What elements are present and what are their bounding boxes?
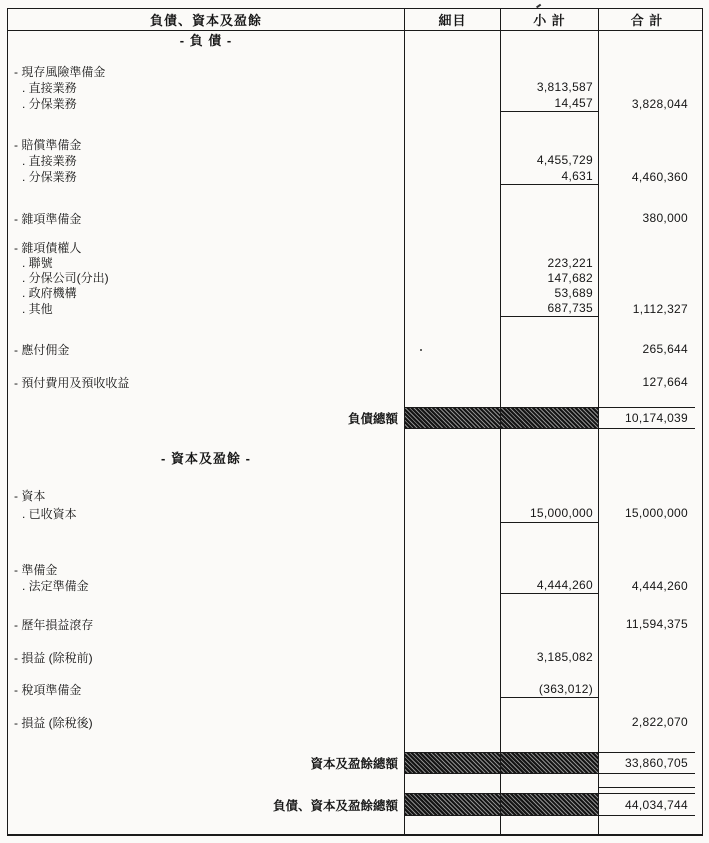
total-cell: [598, 63, 695, 79]
subtotal-cell: [500, 487, 598, 503]
total-cell: [598, 730, 695, 752]
table-row: [8, 239, 702, 255]
spacer-row: [8, 390, 702, 407]
detail-cell: [404, 136, 500, 152]
label-cell: [8, 523, 404, 561]
total-cell: [598, 317, 695, 341]
label-cell: [8, 594, 404, 616]
scan-speck: [420, 349, 422, 351]
total-cell: [598, 112, 695, 136]
spacer-row: [8, 816, 702, 834]
detail-cell: [404, 95, 500, 112]
total-cell: [598, 390, 695, 407]
column-header-detail: 細目: [404, 9, 500, 30]
detail-cell: [404, 632, 500, 649]
table-row: [8, 714, 702, 730]
detail-cell: [404, 210, 500, 226]
total-cell: [598, 465, 695, 487]
total-row: [8, 793, 702, 816]
total-cell: 380,000: [598, 210, 695, 226]
total-cell: 1,112,327: [598, 300, 695, 317]
subtotal-cell: [500, 390, 598, 407]
label-cell: 負債、資本及盈餘總額: [272, 798, 398, 813]
total-cell: [598, 523, 695, 561]
subtotal-cell: [500, 594, 598, 616]
detail-cell: [404, 698, 500, 714]
subtotal-cell: [500, 449, 598, 465]
spacer-row: [8, 429, 702, 449]
total-cell: [598, 185, 695, 210]
table-row: [8, 577, 702, 594]
subtotal-cell: [500, 239, 598, 255]
label-cell: - 雜項債權人: [14, 240, 82, 255]
detail-cell: [404, 714, 500, 730]
label-cell: - 資本及盈餘 -: [161, 450, 251, 465]
detail-cell: [404, 774, 500, 788]
column-header-subtotal: 小 計: [500, 9, 598, 30]
label-cell: - 準備金: [14, 562, 58, 577]
table-row: [8, 255, 702, 270]
total-cell: [598, 79, 695, 95]
label-cell: . 法定準備金: [22, 579, 89, 593]
total-cell: [598, 449, 695, 465]
spacer-row: [8, 226, 702, 239]
subtotal-cell: [500, 714, 598, 730]
label-cell: . 其他: [22, 302, 53, 316]
detail-cell: [404, 487, 500, 503]
table-header-row: [8, 9, 702, 31]
subtotal-cell: [500, 698, 598, 714]
spacer-row: [8, 465, 702, 487]
subtotal-cell: 687,735: [500, 300, 598, 317]
spacer-row: [8, 112, 702, 136]
label-cell: [8, 632, 404, 649]
subtotal-cell: [500, 561, 598, 577]
detail-cell: [404, 226, 500, 239]
detail-cell: [404, 300, 500, 317]
detail-cell: [404, 594, 500, 616]
total-cell: [598, 136, 695, 152]
subtotal-cell: [500, 210, 598, 226]
detail-cell: [404, 752, 500, 774]
detail-cell: [404, 168, 500, 185]
label-cell: . 政府機構: [22, 286, 77, 300]
table-body: [8, 31, 702, 834]
subtotal-cell: 3,813,587: [500, 79, 598, 95]
total-cell: 10,174,039: [598, 407, 695, 429]
detail-cell: [404, 523, 500, 561]
total-cell: [598, 681, 695, 698]
total-cell: [598, 487, 695, 503]
label-cell: - 資本: [14, 488, 46, 503]
label-cell: . 分保業務: [22, 97, 77, 111]
subtotal-cell: [500, 752, 598, 774]
subtotal-cell: [500, 185, 598, 210]
label-cell: [8, 390, 404, 407]
detail-cell: [404, 616, 500, 632]
total-cell: [598, 429, 695, 449]
section-header-row: [8, 31, 702, 47]
detail-cell: [404, 317, 500, 341]
total-cell: 3,828,044: [598, 95, 695, 112]
detail-cell: [404, 47, 500, 63]
detail-cell: [404, 503, 500, 523]
table-row: [8, 152, 702, 168]
subtotal-cell: [500, 226, 598, 239]
detail-cell: [404, 185, 500, 210]
spacer-row: [8, 185, 702, 210]
label-cell: - 損益 (除稅後): [14, 715, 93, 730]
label-cell: [8, 112, 404, 136]
detail-cell: [404, 681, 500, 698]
gap-row: [8, 774, 702, 788]
subtotal-cell: [500, 816, 598, 834]
detail-cell: [404, 31, 500, 47]
label-cell: 負債總額: [347, 412, 398, 426]
label-cell: - 雜項準備金: [14, 211, 82, 226]
label-cell: [8, 774, 404, 788]
spacer-row: [8, 523, 702, 561]
total-cell: [598, 698, 695, 714]
detail-cell: [404, 665, 500, 681]
label-cell: [8, 816, 404, 834]
subtotal-cell: [500, 429, 598, 449]
total-cell: [598, 285, 695, 300]
detail-cell: [404, 79, 500, 95]
total-cell: [598, 665, 695, 681]
total-cell: 4,460,360: [598, 168, 695, 185]
total-cell: [598, 632, 695, 649]
subtotal-cell: [500, 465, 598, 487]
total-cell: 2,822,070: [598, 714, 695, 730]
total-row: [8, 752, 702, 774]
detail-cell: [404, 390, 500, 407]
section-header-row: [8, 449, 702, 465]
label-cell: [8, 730, 404, 752]
total-cell: [598, 649, 695, 665]
detail-cell: [404, 465, 500, 487]
table-row: [8, 341, 702, 357]
spacer-row: [8, 594, 702, 616]
detail-cell: [404, 561, 500, 577]
subtotal-cell: 15,000,000: [500, 503, 598, 523]
total-cell: [598, 255, 695, 270]
total-cell: 33,860,705: [598, 752, 695, 774]
subtotal-cell: [500, 317, 598, 341]
subtotal-cell: (363,012): [500, 681, 598, 698]
detail-cell: [404, 285, 500, 300]
subtotal-cell: [500, 374, 598, 390]
label-cell: [8, 665, 404, 681]
subtotal-cell: [500, 63, 598, 79]
detail-cell: [404, 152, 500, 168]
label-cell: - 應付佣金: [14, 342, 70, 357]
subtotal-cell: [500, 774, 598, 788]
label-cell: . 已收資本: [22, 506, 77, 521]
total-row: [8, 407, 702, 429]
total-cell: [598, 270, 695, 285]
subtotal-cell: [500, 47, 598, 63]
subtotal-cell: 147,682: [500, 270, 598, 285]
table-row: [8, 210, 702, 226]
total-cell: [598, 47, 695, 63]
total-cell: [598, 561, 695, 577]
detail-cell: [404, 449, 500, 465]
total-cell: 15,000,000: [598, 503, 695, 523]
subtotal-cell: [500, 632, 598, 649]
spacer-row: [8, 632, 702, 649]
subtotal-cell: 4,444,260: [500, 577, 598, 594]
detail-cell: [404, 270, 500, 285]
label-cell: [8, 698, 404, 714]
subtotal-cell: [500, 665, 598, 681]
total-cell: 44,034,744: [598, 793, 695, 816]
subtotal-cell: [500, 31, 598, 47]
detail-cell: [404, 357, 500, 374]
balance-sheet-table: [7, 8, 703, 836]
subtotal-cell: [500, 793, 598, 816]
label-cell: - 現存風險準備金: [14, 64, 106, 79]
subtotal-cell: [500, 523, 598, 561]
table-row: [8, 136, 702, 152]
label-cell: [8, 465, 404, 487]
total-cell: 11,594,375: [598, 616, 695, 632]
label-cell: . 直接業務: [22, 80, 77, 95]
detail-cell: [404, 341, 500, 357]
label-cell: [8, 47, 404, 63]
table-row: [8, 285, 702, 300]
table-row: [8, 503, 702, 523]
spacer-row: [8, 317, 702, 341]
spacer-row: [8, 357, 702, 374]
subtotal-cell: 53,689: [500, 285, 598, 300]
detail-cell: [404, 255, 500, 270]
label-cell: - 稅項準備金: [14, 683, 82, 697]
label-cell: - 損益 (除稅前): [14, 650, 93, 665]
table-row: [8, 487, 702, 503]
total-cell: [598, 594, 695, 616]
spacer-row: [8, 665, 702, 681]
detail-cell: [404, 577, 500, 594]
subtotal-cell: [500, 112, 598, 136]
table-row: [8, 63, 702, 79]
subtotal-cell: 14,457: [500, 95, 598, 112]
spacer-row: [8, 698, 702, 714]
total-cell: 127,664: [598, 374, 695, 390]
label-cell: - 預付費用及預收收益: [14, 375, 130, 390]
detail-cell: [404, 793, 500, 816]
table-row: [8, 681, 702, 698]
label-cell: [8, 357, 404, 374]
detail-cell: [404, 429, 500, 449]
detail-cell: [404, 649, 500, 665]
total-cell: [598, 774, 695, 788]
detail-cell: [404, 112, 500, 136]
label-cell: - 歷年損益滾存: [14, 617, 94, 632]
subtotal-cell: 223,221: [500, 255, 598, 270]
subtotal-cell: [500, 136, 598, 152]
label-cell: . 聯號: [22, 256, 53, 270]
label-cell: - 負 債 -: [179, 32, 233, 47]
label-cell: . 分保公司(分出): [22, 271, 109, 285]
spacer-row: [8, 47, 702, 63]
total-cell: [598, 31, 695, 47]
total-cell: 4,444,260: [598, 577, 695, 594]
label-cell: [8, 226, 404, 239]
subtotal-cell: [500, 616, 598, 632]
detail-cell: [404, 239, 500, 255]
label-cell: - 賠償準備金: [14, 137, 82, 152]
total-cell: [598, 816, 695, 834]
table-row: [8, 649, 702, 665]
table-row: [8, 300, 702, 317]
table-row: [8, 95, 702, 112]
detail-cell: [404, 816, 500, 834]
table-row: [8, 374, 702, 390]
spacer-row: [8, 730, 702, 752]
total-cell: [598, 357, 695, 374]
subtotal-cell: [500, 730, 598, 752]
column-header-total: 合 計: [598, 9, 695, 30]
label-cell: [8, 317, 404, 341]
label-cell: . 分保業務: [22, 170, 77, 184]
detail-cell: [404, 407, 500, 429]
table-row: [8, 79, 702, 95]
label-cell: . 直接業務: [22, 153, 77, 168]
subtotal-cell: [500, 341, 598, 357]
table-row: [8, 168, 702, 185]
total-cell: 265,644: [598, 341, 695, 357]
subtotal-cell: [500, 357, 598, 374]
total-cell: [598, 226, 695, 239]
table-row: [8, 616, 702, 632]
subtotal-cell: 4,455,729: [500, 152, 598, 168]
total-cell: [598, 152, 695, 168]
label-cell: 資本及盈餘總額: [310, 757, 398, 771]
table-row: [8, 270, 702, 285]
total-cell: [598, 239, 695, 255]
table-row: [8, 561, 702, 577]
subtotal-cell: 4,631: [500, 168, 598, 185]
detail-cell: [404, 730, 500, 752]
subtotal-cell: [500, 407, 598, 429]
detail-cell: [404, 374, 500, 390]
subtotal-cell: 3,185,082: [500, 649, 598, 665]
label-cell: [8, 185, 404, 210]
column-header-liabilities-capital: 負債、資本及盈餘: [149, 13, 262, 28]
detail-cell: [404, 63, 500, 79]
label-cell: [8, 429, 404, 449]
